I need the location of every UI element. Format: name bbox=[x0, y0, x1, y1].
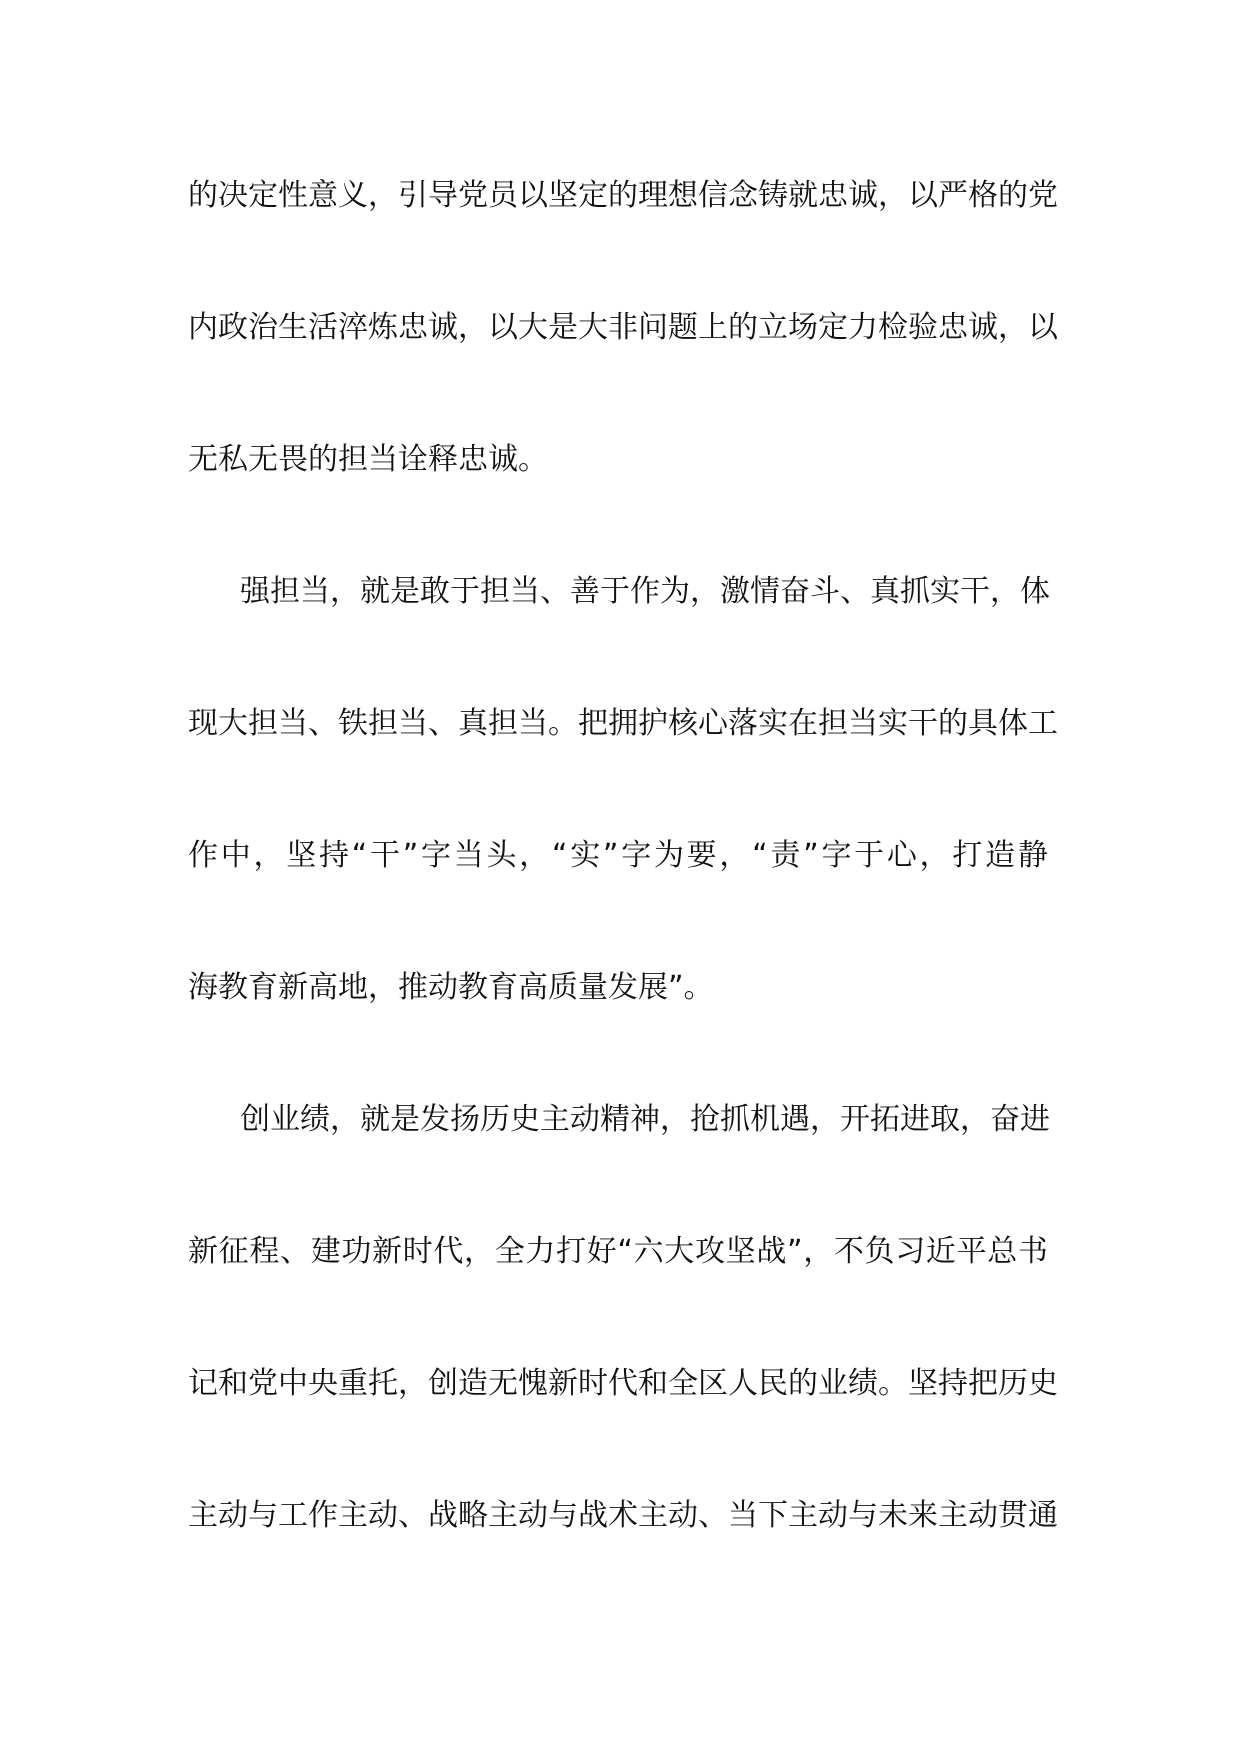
text-char: 力 bbox=[848, 310, 878, 345]
text-line bbox=[188, 692, 1058, 824]
text-char: 打 bbox=[952, 838, 983, 873]
text-char: 略 bbox=[458, 1498, 488, 1533]
text-char: 。 bbox=[548, 706, 578, 741]
text-char: 抢 bbox=[690, 1102, 720, 1137]
text-char: 生 bbox=[278, 310, 308, 345]
text-char: 于 bbox=[854, 838, 885, 873]
text-char: 担 bbox=[270, 574, 300, 609]
text-char: ， bbox=[690, 574, 720, 609]
text-char: 动 bbox=[218, 1498, 248, 1533]
text-char: 全 bbox=[668, 1366, 698, 1401]
text-char: 铁 bbox=[338, 706, 368, 741]
text-char: 动 bbox=[668, 1498, 698, 1533]
text-char: 静 bbox=[1017, 838, 1048, 873]
text-char: 推 bbox=[398, 970, 428, 1005]
text-char: 拥 bbox=[608, 706, 638, 741]
text-char: 想 bbox=[668, 178, 698, 213]
text-char: 的 bbox=[728, 310, 758, 345]
text-char: 以 bbox=[908, 178, 938, 213]
text-char: 造 bbox=[458, 1366, 488, 1401]
text-char: 。 bbox=[518, 442, 548, 477]
text-char: 头 bbox=[486, 838, 517, 873]
text-char: 拓 bbox=[870, 1102, 900, 1137]
text-char: ， bbox=[919, 838, 950, 873]
text-char: 贯 bbox=[998, 1498, 1028, 1533]
text-char: 为 bbox=[653, 838, 684, 873]
text-char: 的 bbox=[788, 1366, 818, 1401]
text-char: 就 bbox=[360, 574, 390, 609]
text-char: 量 bbox=[578, 970, 608, 1005]
text-char: 精 bbox=[600, 1102, 630, 1137]
text-char: 主 bbox=[638, 1498, 668, 1533]
text-char: 作 bbox=[188, 838, 218, 873]
text-char: 诚 bbox=[488, 442, 518, 477]
text-char: 义 bbox=[338, 178, 368, 213]
text-char: 诚 bbox=[848, 178, 878, 213]
text-char: 担 bbox=[368, 706, 398, 741]
text-char: 干 bbox=[369, 838, 400, 873]
text-char: 、 bbox=[428, 706, 458, 741]
text-char: 的 bbox=[938, 706, 968, 741]
text-char: 的 bbox=[608, 178, 638, 213]
text-char: 坚 bbox=[725, 1234, 756, 1269]
text-char: 格 bbox=[968, 178, 998, 213]
text-char: 干 bbox=[960, 574, 990, 609]
text-char: 当 bbox=[368, 442, 398, 477]
text-char: ” bbox=[602, 838, 619, 873]
text-char: 战 bbox=[428, 1498, 458, 1533]
text-char: 动 bbox=[818, 1498, 848, 1533]
text-char: 与 bbox=[548, 1498, 578, 1533]
text-char: 炼 bbox=[368, 310, 398, 345]
text-char: 奋 bbox=[780, 574, 810, 609]
text-char: 字 bbox=[621, 838, 652, 873]
text-char: 、 bbox=[698, 1498, 728, 1533]
text-char: 与 bbox=[248, 1498, 278, 1533]
text-char: 时 bbox=[578, 1366, 608, 1401]
text-char: 现 bbox=[188, 706, 218, 741]
text-char: 作 bbox=[630, 574, 660, 609]
text-char: 以 bbox=[1028, 310, 1058, 345]
text-char: 在 bbox=[788, 706, 818, 741]
text-char: 体 bbox=[1020, 574, 1050, 609]
text-char: 教 bbox=[458, 970, 488, 1005]
text-char: 善 bbox=[570, 574, 600, 609]
text-char: 心 bbox=[886, 838, 917, 873]
text-char: 通 bbox=[1028, 1498, 1058, 1533]
text-char: ” bbox=[402, 838, 419, 873]
text-char: 立 bbox=[758, 310, 788, 345]
text-char: 的 bbox=[998, 178, 1028, 213]
text-char: 民 bbox=[758, 1366, 788, 1401]
text-char: 代 bbox=[433, 1234, 464, 1269]
text-char: 责 bbox=[770, 838, 801, 873]
text-char: 是 bbox=[390, 574, 420, 609]
text-char: 造 bbox=[985, 838, 1016, 873]
text-char: 党 bbox=[248, 1366, 278, 1401]
text-char: ， bbox=[458, 310, 488, 345]
text-char: 把 bbox=[578, 706, 608, 741]
text-char: 托 bbox=[368, 1366, 398, 1401]
text-char: 进 bbox=[1020, 1102, 1050, 1137]
text-char: ， bbox=[878, 178, 908, 213]
text-char: 工 bbox=[1028, 706, 1058, 741]
text-char: 当 bbox=[848, 706, 878, 741]
text-char: “ bbox=[752, 838, 768, 873]
text-char: 真 bbox=[458, 706, 488, 741]
text-char: 要 bbox=[686, 838, 717, 873]
text-char: 新 bbox=[278, 970, 308, 1005]
text-char: 激 bbox=[720, 574, 750, 609]
text-char: 场 bbox=[788, 310, 818, 345]
text-char: 动 bbox=[570, 1102, 600, 1137]
text-line bbox=[188, 560, 1048, 692]
text-char: 战 bbox=[756, 1234, 787, 1269]
text-char: 担 bbox=[480, 574, 510, 609]
text-char: 忠 bbox=[938, 310, 968, 345]
text-char: 业 bbox=[818, 1366, 848, 1401]
text-char: 坚 bbox=[548, 178, 578, 213]
text-line bbox=[188, 956, 1048, 1088]
text-char: 中 bbox=[278, 1366, 308, 1401]
text-char: 定 bbox=[578, 178, 608, 213]
text-char: 决 bbox=[218, 178, 248, 213]
text-char: 担 bbox=[338, 442, 368, 477]
text-char: 情 bbox=[750, 574, 780, 609]
text-char: 高 bbox=[308, 970, 338, 1005]
text-char: 导 bbox=[428, 178, 458, 213]
text-char: 央 bbox=[308, 1366, 338, 1401]
text-char: ， bbox=[464, 1234, 495, 1269]
text-char: 中 bbox=[220, 838, 251, 873]
text-char: 创 bbox=[428, 1366, 458, 1401]
text-line bbox=[188, 1088, 1048, 1220]
text-char: 大 bbox=[578, 310, 608, 345]
text-char: 引 bbox=[398, 178, 428, 213]
text-char: 无 bbox=[488, 1366, 518, 1401]
text-char: 创 bbox=[240, 1102, 270, 1137]
text-line bbox=[188, 1352, 1058, 1484]
text-char: 真 bbox=[870, 574, 900, 609]
text-char: 教 bbox=[218, 970, 248, 1005]
text-char: 功 bbox=[341, 1234, 372, 1269]
text-char: 重 bbox=[338, 1366, 368, 1401]
text-char: 和 bbox=[638, 1366, 668, 1401]
text-char: 新 bbox=[372, 1234, 403, 1269]
text-char: 主 bbox=[540, 1102, 570, 1137]
text-char: 育 bbox=[488, 970, 518, 1005]
text-char: 当 bbox=[728, 1498, 758, 1533]
text-char: 展 bbox=[638, 970, 668, 1005]
text-char: 开 bbox=[840, 1102, 870, 1137]
text-char: 治 bbox=[248, 310, 278, 345]
text-char: 就 bbox=[788, 178, 818, 213]
text-char: ” bbox=[786, 1234, 803, 1269]
text-char: 严 bbox=[938, 178, 968, 213]
text-char: 、 bbox=[398, 1498, 428, 1533]
text-char: 敢 bbox=[420, 574, 450, 609]
text-char: 护 bbox=[638, 706, 668, 741]
text-char: 动 bbox=[968, 1498, 998, 1533]
text-char: 党 bbox=[458, 178, 488, 213]
text-char: 代 bbox=[608, 1366, 638, 1401]
text-char: 内 bbox=[188, 310, 218, 345]
text-char: 业 bbox=[270, 1102, 300, 1137]
text-char: 的 bbox=[188, 178, 218, 213]
text-char: 发 bbox=[420, 1102, 450, 1137]
text-char: 以 bbox=[518, 178, 548, 213]
text-char: 字 bbox=[420, 838, 451, 873]
text-line bbox=[188, 428, 1048, 560]
text-char: 实 bbox=[930, 574, 960, 609]
text-char: 习 bbox=[895, 1234, 926, 1269]
text-char: ， bbox=[960, 1102, 990, 1137]
text-char: ， bbox=[330, 1102, 360, 1137]
text-char: 作 bbox=[308, 1498, 338, 1533]
text-char: 上 bbox=[698, 310, 728, 345]
text-char: 新 bbox=[188, 1234, 218, 1269]
text-char: 发 bbox=[608, 970, 638, 1005]
text-char: 强 bbox=[240, 574, 270, 609]
text-char: 坚 bbox=[286, 838, 317, 873]
text-char: 动 bbox=[428, 970, 458, 1005]
text-char: 质 bbox=[548, 970, 578, 1005]
text-char: 检 bbox=[878, 310, 908, 345]
text-char: 心 bbox=[698, 706, 728, 741]
text-char: 总 bbox=[987, 1234, 1018, 1269]
text-char: 定 bbox=[248, 178, 278, 213]
text-char: 意 bbox=[308, 178, 338, 213]
text-char: 绩 bbox=[300, 1102, 330, 1137]
text-char: 忠 bbox=[818, 178, 848, 213]
text-char: 释 bbox=[428, 442, 458, 477]
text-char: 、 bbox=[280, 1234, 311, 1269]
text-char: 是 bbox=[390, 1102, 420, 1137]
text-char: 忠 bbox=[458, 442, 488, 477]
body-text bbox=[188, 164, 1058, 1616]
text-char: 、 bbox=[308, 706, 338, 741]
text-char: 书 bbox=[1017, 1234, 1048, 1269]
text-char: 实 bbox=[570, 838, 601, 873]
text-char: 地 bbox=[338, 970, 368, 1005]
text-char: 海 bbox=[188, 970, 218, 1005]
text-char: 担 bbox=[488, 706, 518, 741]
text-char: 记 bbox=[188, 1366, 218, 1401]
text-char: ， bbox=[990, 574, 1020, 609]
text-char: 持 bbox=[318, 838, 349, 873]
text-char: ， bbox=[368, 178, 398, 213]
text-char: 攻 bbox=[694, 1234, 725, 1269]
text-char: 动 bbox=[368, 1498, 398, 1533]
text-char: 主 bbox=[188, 1498, 218, 1533]
text-char: 奋 bbox=[990, 1102, 1020, 1137]
text-char: 题 bbox=[668, 310, 698, 345]
text-line bbox=[188, 824, 1048, 956]
text-char: 神 bbox=[630, 1102, 660, 1137]
text-char: 人 bbox=[728, 1366, 758, 1401]
text-char: 扬 bbox=[450, 1102, 480, 1137]
text-char: 落 bbox=[728, 706, 758, 741]
text-char: 活 bbox=[308, 310, 338, 345]
text-char: 诠 bbox=[398, 442, 428, 477]
text-char: 动 bbox=[518, 1498, 548, 1533]
text-char: 实 bbox=[758, 706, 788, 741]
text-char: ， bbox=[810, 1102, 840, 1137]
text-char: 当 bbox=[453, 838, 484, 873]
text-line bbox=[188, 296, 1058, 428]
text-char: 近 bbox=[925, 1234, 956, 1269]
text-char: 于 bbox=[600, 574, 630, 609]
text-char: 取 bbox=[930, 1102, 960, 1137]
text-char: “ bbox=[551, 838, 568, 873]
text-char: 理 bbox=[638, 178, 668, 213]
text-char: 当 bbox=[398, 706, 428, 741]
text-char: 好 bbox=[586, 1234, 617, 1269]
text-char: 就 bbox=[360, 1102, 390, 1137]
text-char: 私 bbox=[218, 442, 248, 477]
text-char: 坚 bbox=[908, 1366, 938, 1401]
text-char: 工 bbox=[278, 1498, 308, 1533]
text-char: 信 bbox=[698, 178, 728, 213]
text-char: 验 bbox=[908, 310, 938, 345]
text-char: 体 bbox=[998, 706, 1028, 741]
text-char: 遇 bbox=[780, 1102, 810, 1137]
text-char: 持 bbox=[938, 1366, 968, 1401]
text-char: 担 bbox=[818, 706, 848, 741]
text-char: 建 bbox=[310, 1234, 341, 1269]
text-char: 、 bbox=[540, 574, 570, 609]
text-char: 是 bbox=[548, 310, 578, 345]
text-char: 无 bbox=[248, 442, 278, 477]
text-char: 当 bbox=[510, 574, 540, 609]
text-char: ” bbox=[803, 838, 819, 873]
text-char: 主 bbox=[788, 1498, 818, 1533]
text-char: 无 bbox=[188, 442, 218, 477]
text-char: 员 bbox=[488, 178, 518, 213]
text-line bbox=[188, 164, 1058, 296]
text-char: 来 bbox=[908, 1498, 938, 1533]
text-char: 全 bbox=[494, 1234, 525, 1269]
text-char: ， bbox=[368, 970, 398, 1005]
text-char: 育 bbox=[248, 970, 278, 1005]
text-char: ， bbox=[330, 574, 360, 609]
text-char: ， bbox=[719, 838, 750, 873]
text-char: 下 bbox=[758, 1498, 788, 1533]
text-char: 进 bbox=[900, 1102, 930, 1137]
text-char: 于 bbox=[450, 574, 480, 609]
text-char: 斗 bbox=[810, 574, 840, 609]
text-char: 具 bbox=[968, 706, 998, 741]
text-char: 绩 bbox=[848, 1366, 878, 1401]
text-char: ， bbox=[253, 838, 284, 873]
text-char: ， bbox=[660, 1102, 690, 1137]
text-char: 问 bbox=[638, 310, 668, 345]
text-char: 征 bbox=[218, 1234, 249, 1269]
text-char: 历 bbox=[998, 1366, 1028, 1401]
text-char: 忠 bbox=[398, 310, 428, 345]
text-char: 机 bbox=[750, 1102, 780, 1137]
text-char: 平 bbox=[956, 1234, 987, 1269]
text-char: 主 bbox=[338, 1498, 368, 1533]
text-char: 战 bbox=[578, 1498, 608, 1533]
text-char: 力 bbox=[525, 1234, 556, 1269]
text-char: 淬 bbox=[338, 310, 368, 345]
text-char: 非 bbox=[608, 310, 638, 345]
text-char: 性 bbox=[278, 178, 308, 213]
text-char: 术 bbox=[608, 1498, 638, 1533]
text-char: 当 bbox=[278, 706, 308, 741]
text-char: 史 bbox=[510, 1102, 540, 1137]
text-char: 当 bbox=[518, 706, 548, 741]
text-char: 铸 bbox=[758, 178, 788, 213]
text-char: 与 bbox=[848, 1498, 878, 1533]
text-char: 。 bbox=[683, 970, 714, 1005]
text-char: 字 bbox=[821, 838, 852, 873]
text-char: 打 bbox=[556, 1234, 587, 1269]
text-char: ， bbox=[803, 1234, 834, 1269]
text-char: “ bbox=[351, 838, 368, 873]
text-char: 历 bbox=[480, 1102, 510, 1137]
text-char: 为 bbox=[660, 574, 690, 609]
text-line bbox=[188, 1484, 1058, 1616]
text-char: 实 bbox=[878, 706, 908, 741]
text-char: 抓 bbox=[720, 1102, 750, 1137]
text-char: 史 bbox=[1028, 1366, 1058, 1401]
text-char: ， bbox=[519, 838, 550, 873]
text-char: 和 bbox=[218, 1366, 248, 1401]
text-char: 当 bbox=[300, 574, 330, 609]
text-char: 程 bbox=[249, 1234, 280, 1269]
text-char: 不 bbox=[833, 1234, 864, 1269]
text-char: 畏 bbox=[278, 442, 308, 477]
text-char: 诚 bbox=[968, 310, 998, 345]
text-char: 大 bbox=[664, 1234, 695, 1269]
text-char: 念 bbox=[728, 178, 758, 213]
text-char: 愧 bbox=[518, 1366, 548, 1401]
text-char: 的 bbox=[308, 442, 338, 477]
text-char: 主 bbox=[488, 1498, 518, 1533]
text-char: 、 bbox=[840, 574, 870, 609]
text-char: 政 bbox=[218, 310, 248, 345]
text-line bbox=[188, 1220, 1048, 1352]
text-char: 六 bbox=[633, 1234, 664, 1269]
text-char: ， bbox=[998, 310, 1028, 345]
text-char: 主 bbox=[938, 1498, 968, 1533]
text-char: 党 bbox=[1028, 178, 1058, 213]
text-char: 区 bbox=[698, 1366, 728, 1401]
text-char: 核 bbox=[668, 706, 698, 741]
text-char: 大 bbox=[518, 310, 548, 345]
text-char: 时 bbox=[402, 1234, 433, 1269]
text-char: 未 bbox=[878, 1498, 908, 1533]
text-char: ， bbox=[398, 1366, 428, 1401]
text-char: 大 bbox=[218, 706, 248, 741]
text-char: 定 bbox=[818, 310, 848, 345]
text-char: 。 bbox=[878, 1366, 908, 1401]
text-char: 以 bbox=[488, 310, 518, 345]
text-char: 把 bbox=[968, 1366, 998, 1401]
text-char: 抓 bbox=[900, 574, 930, 609]
text-char: ” bbox=[668, 970, 684, 1005]
text-char: “ bbox=[617, 1234, 633, 1269]
text-char: 高 bbox=[518, 970, 548, 1005]
text-char: 担 bbox=[248, 706, 278, 741]
text-char: 负 bbox=[864, 1234, 895, 1269]
text-char: 诚 bbox=[428, 310, 458, 345]
text-char: 干 bbox=[908, 706, 938, 741]
text-char: 新 bbox=[548, 1366, 578, 1401]
